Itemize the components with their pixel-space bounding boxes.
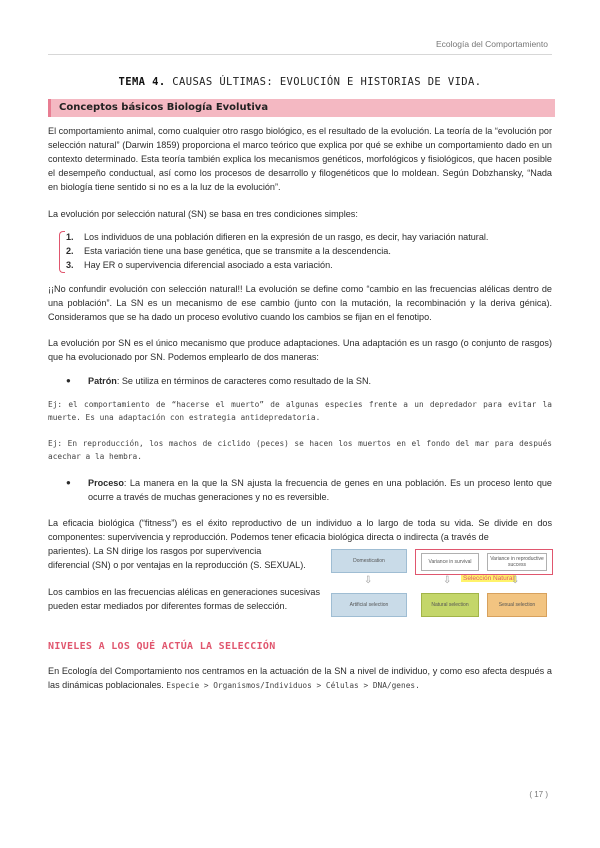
paragraph-conditions: La evolución por selección natural (SN) se basa en tres condiciones simples:	[48, 209, 358, 219]
reproduction-box: Variance in reproductive success	[487, 553, 547, 571]
bullet-dot: ●	[66, 478, 71, 487]
title-text: CAUSAS ÚLTIMAS: EVOLUCIÓN E HISTORIAS DE VIDA.	[165, 76, 482, 88]
natural-selection-box: Natural selection	[421, 593, 479, 617]
paragraph-fitness-cont-2: diferencial (SN) o por ventajas en la reproducción (S. SEXUAL).	[48, 560, 306, 570]
arrow-down-icon: ⇩	[511, 575, 520, 586]
sexual-selection-box: Sexual selection	[487, 593, 547, 617]
paragraph-fitness-cont-1: parientes). La SN dirige los rasgos por supervivencia	[48, 546, 262, 556]
paragraph-levels: En Ecología del Comportamiento nos centramos en la actuación de la SN a nivel de individuo, y como eso afecta después a las dinámicas poblacionales. Especie > Organismos/Individuos > Células > DNA/genes.	[48, 666, 552, 690]
section-heading-bar	[48, 99, 555, 117]
conditions-list	[66, 230, 552, 272]
section-heading-levels: NIVELES A LOS QUÉ ACTÚA LA SELECCIÓN	[48, 641, 276, 652]
paragraph-selection: Los cambios en las frecuencias alélicas en generaciones sucesivas pueden estar mediados por diferentes formas de selección.	[48, 587, 320, 611]
example-2: Ej: En reproducción, los machos de ciclido (peces) se hacen los muertos en el fondo del mar para después acechar a la hembra.	[48, 439, 552, 461]
page-title	[0, 76, 600, 88]
bullet-dot: ●	[66, 376, 71, 385]
highlight-label: Selección Natural	[463, 575, 514, 582]
example-1: Ej: el comportamiento de “hacerse el muerto” de algunas especies frente a un depredador para evitar la muerte. Es una adaptación con estrategia antidepredatoria.	[48, 400, 552, 422]
bullet-label: Proceso	[88, 478, 124, 488]
paragraph-intro: El comportamiento animal, como cualquier otro rasgo biológico, es el resultado de la evolución. La teoría de la “evolución por selección natural” (Darwin 1859) proporciona el marco teórico que explica por qué se exhibe un comportamiento dado en un contexto determinado. Esta teoría también explica los mecanismos genéticos, morfológicos y fisiológicos, que hacen posible el desempeño conductual, así como los procesos de desarrollo y filogenéticos que lo moldean. Según Dobzhansky, “Nada en biología tiene sentido si no es a la luz de la evolución”.	[48, 126, 552, 192]
arrow-down-icon: ⇩	[443, 575, 452, 586]
paragraph-adaptation: La evolución por SN es el único mecanismo que produce adaptaciones. Una adaptación es un rasgo (o conjunto de rasgos) que ha evolucionado por SN. Podemos emplearlo de dos maneras:	[48, 338, 552, 362]
title-number: TEMA 4.	[118, 76, 166, 88]
running-header: Ecología del Comportamiento	[436, 39, 548, 49]
paragraph-fitness: La eficacia biológica (“fitness”) es el éxito reproductivo de un individuo a lo largo de toda su vida. Se divide en dos componentes: supervivencia y reproducción. Podemos tener eficacia biológica directa o indirecta (a través de	[48, 518, 552, 542]
document-page: Ecología del Comportamiento TEMA 4. CAUSAS ÚLTIMAS: EVOLUCIÓN E HISTORIAS DE VIDA. Conceptos básicos Biología Evolutiva El comportamiento animal, como cualquier otro rasgo biológico, es el resultado de la evolución. La teoría de la “evolución por selección natural” (Darwin 1859) proporciona el marco teórico que explica por qué se exhibe un comportamiento dado en un contexto determinado. Esta teoría también explica los mecanismos genéticos, morfológicos y fisiológicos, que hacen posible el desempeño conductual, así como los procesos de desarrollo y filogenéticos que lo moldean. Según Dobzhansky, “Nada en biología tiene sentido si no es a la luz de la evolución”. La evolución por selección natural (SN) se basa en tres condiciones simples: 1. Los individuos de una población difieren en la expresión de un rasgo, es decir, hay variación natural. 2. Esta variación tiene una base genética, que se transmite a la descendencia. 3. Hay ER o supervivencia diferencial asociado a esta variación. ¡¡No confundir evolución con selección natural!! La evolución se define como “cambio en las frecuencias alélicas dentro de una población”. La SN es un mecanismo de ese cambio (junto con la mutación, la recombinación y la deriva génica). Consideramos que se ha dado un proceso evolutivo cuando los cambios se fijan en el fenotipo. La evolución por SN es el único mecanismo que produce adaptaciones. Una adaptación es un rasgo (o conjunto de rasgos) que ha evolucionado por SN. Podemos emplearlo de dos maneras: ● Patrón: Se utiliza en términos de caracteres como resultado de la SN. Ej: el comportamiento de “hacerse el muerto” de algunas especies frente a un depredador para evitar la muerte. Es una adaptación con estrategia antidepredatoria. Ej: En reproducción, los machos de ciclido (peces) se hacen los muertos en el fondo del mar para después acechar a la hembra. ● Proceso: La manera en la que la SN ajusta la frecuencia de genes en una población. Es un proceso lento que ocurre a través de muchas generaciones y no es reversible. La eficacia biológica (“fitness”) es el éxito reproductivo de un individuo a lo largo de toda su vida. Se divide en dos componentes: supervivencia y reproducción. Podemos tener eficacia biológica directa o indirecta (a través de parientes). La SN dirige los rasgos por supervivencia diferencial (SN) o por ventajas en la reproducción (S. SEXUAL). Los cambios en las frecuencias alélicas en generaciones sucesivas pueden estar mediados por diferentes formas de selección. Domestication Variance in survival Variance in reproductive success Selección Natural ⇩ ⇩ ⇩ Artificial selection Natural selection Sexual selection NIVELES A LOS QUÉ ACTÚA LA SELECCIÓN En Ecología del Comportamiento nos centramos en la actuación de la SN a nivel de individuo, y como eso afecta después a las dinámicas poblacionales. Especie > Organismos/Individuos > Células > DNA/genes. ( 17 )	[0, 0, 600, 848]
list-item: 1. Los individuos de una población difieren en la expresión de un rasgo, es decir, hay variación natural.	[66, 232, 489, 242]
artificial-selection-box: Artificial selection	[331, 593, 407, 617]
list-bracket	[59, 231, 65, 273]
survival-box: Variance in survival	[421, 553, 479, 571]
bullet-label: Patrón	[88, 376, 117, 386]
header-divider	[48, 54, 552, 55]
section-heading: Conceptos básicos Biología Evolutiva	[59, 102, 269, 113]
page-number: ( 17 )	[529, 790, 548, 799]
list-item: 2. Esta variación tiene una base genética, que se transmite a la descendencia.	[66, 246, 391, 256]
arrow-down-icon: ⇩	[364, 575, 373, 586]
paragraph-evolution: ¡¡No confundir evolución con selección natural!! La evolución se define como “cambio en las frecuencias alélicas dentro de una población”. La SN es un mecanismo de ese cambio (junto con la mutación, la recombinación y la deriva génica). Consideramos que se ha dado un proceso evolutivo cuando los cambios se fijan en el fenotipo.	[48, 284, 552, 322]
selection-diagram	[331, 549, 552, 619]
list-item: 3. Hay ER o supervivencia diferencial asociado a esta variación.	[66, 260, 333, 270]
hierarchy-note: Especie > Organismos/Individuos > Células > DNA/genes.	[166, 681, 420, 690]
domestication-box: Domestication	[331, 549, 407, 573]
